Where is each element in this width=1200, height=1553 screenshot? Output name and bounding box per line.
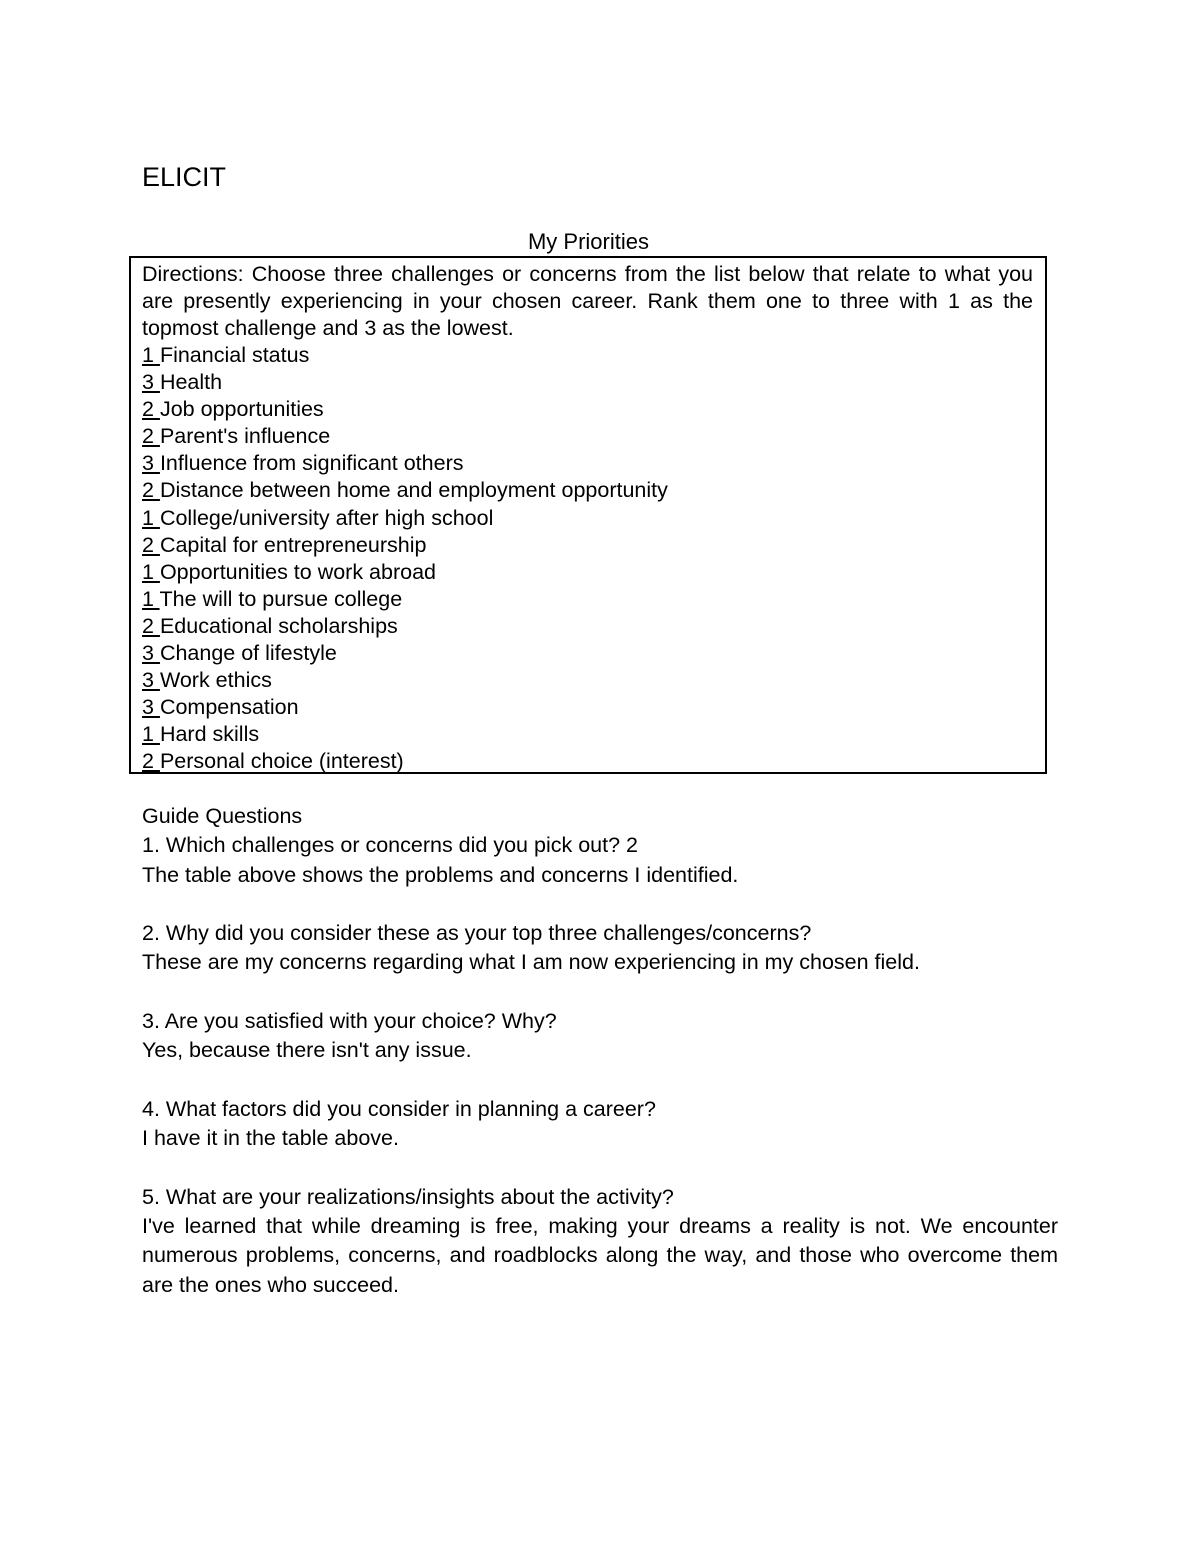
item-label: Change of lifestyle xyxy=(159,641,337,666)
list-item xyxy=(142,342,1033,369)
list-item xyxy=(142,450,1033,477)
question-block xyxy=(142,831,1058,890)
list-item xyxy=(142,748,1033,775)
list-item xyxy=(142,613,1033,640)
rank-value: 1 xyxy=(142,505,160,530)
list-item xyxy=(142,423,1033,450)
rank-value: 1 xyxy=(142,722,160,747)
rank-value: 2 xyxy=(142,749,160,774)
list-item xyxy=(142,640,1033,667)
rank-value: 2 xyxy=(142,532,160,557)
item-label: Opportunities to work abroad xyxy=(159,559,437,584)
item-label: Distance between home and employment opportunity xyxy=(159,478,668,503)
item-label: Health xyxy=(159,370,223,395)
item-label: Job opportunities xyxy=(159,397,324,422)
list-item xyxy=(142,667,1033,694)
item-label: Personal choice (interest) xyxy=(159,749,404,774)
question-text: 5. What are your realizations/insights about the activity? xyxy=(142,1184,674,1209)
table-title: My Priorities xyxy=(527,229,649,254)
rank-value: 1 xyxy=(142,559,160,584)
item-label: Educational scholarships xyxy=(159,613,398,638)
item-label: Parent's influence xyxy=(159,424,331,449)
page-heading: ELICIT xyxy=(142,162,227,192)
answer-text: I've learned that while dreaming is free, making your dreams a reality is not. We encounter numerous problems, concerns, and roadblocks along the way, and those who overcome them are the ones who succeed. xyxy=(142,1214,1058,1297)
list-item xyxy=(142,586,1033,613)
question-text: 4. What factors did you consider in planning a career? xyxy=(142,1096,656,1121)
rank-value: 2 xyxy=(142,397,160,422)
list-item xyxy=(142,559,1033,586)
directions-text: Directions: Choose three challenges or concerns from the list below that relate to what you are presently experiencing in your chosen career. Rank them one to three with 1 as the topmost challenge and 3 as the lowest. xyxy=(142,262,1033,340)
list-item xyxy=(142,694,1033,721)
rank-value: 3 xyxy=(142,641,160,666)
question-block xyxy=(142,919,1058,978)
list-item xyxy=(142,477,1033,504)
rank-value: 2 xyxy=(142,478,160,503)
rank-value: 3 xyxy=(142,451,160,476)
guide-title: Guide Questions xyxy=(142,804,303,828)
guide-questions-section xyxy=(142,802,1058,1329)
list-item xyxy=(142,721,1033,748)
rank-value: 3 xyxy=(142,695,160,720)
list-item xyxy=(142,396,1033,423)
answer-text: I have it in the table above. xyxy=(142,1126,399,1151)
answer-text: The table above shows the problems and concerns I identified. xyxy=(142,862,739,887)
priorities-table xyxy=(129,256,1047,774)
rank-value: 2 xyxy=(142,613,160,638)
question-text: 1. Which challenges or concerns did you pick out? 2 xyxy=(142,833,638,858)
item-label: The will to pursue college xyxy=(159,586,403,611)
question-text: 3. Are you satisfied with your choice? Why? xyxy=(142,1009,557,1034)
rank-value: 2 xyxy=(142,424,160,449)
item-label: Work ethics xyxy=(159,668,272,693)
question-block xyxy=(142,1007,1058,1066)
item-label: Capital for entrepreneurship xyxy=(159,532,427,557)
question-block xyxy=(142,1095,1058,1154)
item-label: College/university after high school xyxy=(159,505,494,530)
answer-text: Yes, because there isn't any issue. xyxy=(142,1038,472,1063)
rank-value: 3 xyxy=(142,370,160,395)
answer-text: These are my concerns regarding what I am now experiencing in my chosen field. xyxy=(142,950,920,975)
question-block xyxy=(142,1183,1058,1300)
question-text: 2. Why did you consider these as your top three challenges/concerns? xyxy=(142,921,812,946)
item-label: Hard skills xyxy=(159,722,260,747)
list-item xyxy=(142,532,1033,559)
rank-value: 3 xyxy=(142,668,160,693)
priority-list xyxy=(142,342,1033,776)
item-label: Financial status xyxy=(159,343,310,367)
item-label: Influence from significant others xyxy=(159,451,464,476)
list-item xyxy=(142,369,1033,396)
item-label: Compensation xyxy=(159,695,299,720)
rank-value: 1 xyxy=(142,586,160,611)
list-item xyxy=(142,505,1033,532)
rank-value: 1 xyxy=(142,343,160,367)
